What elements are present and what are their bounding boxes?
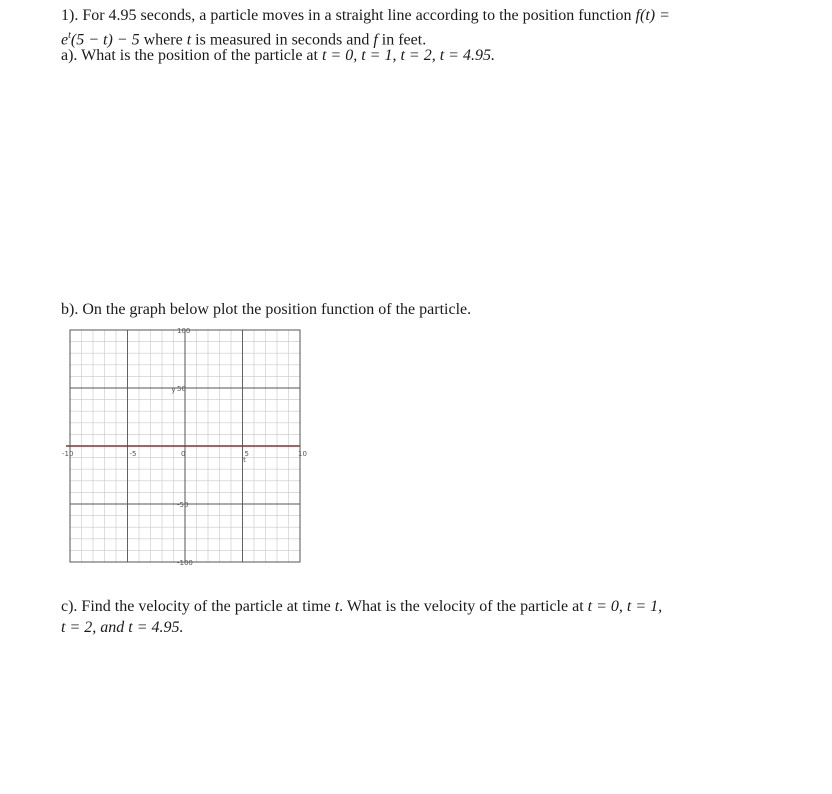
part-c-mid: . What is the velocity of the particle at [339, 598, 588, 615]
x-tick-label: 10 [298, 450, 307, 458]
blank-graph[interactable] [58, 322, 308, 574]
part-a-t0: t = 0, [321, 47, 362, 64]
graph-canvas[interactable] [58, 322, 308, 574]
part-c-t: t [334, 598, 340, 615]
part-a-t1: t = 1, [361, 47, 401, 64]
where-text: where [139, 31, 187, 49]
x-tick-label: 0 [181, 450, 186, 458]
part-a-question [61, 46, 495, 66]
feet-text: in feet. [377, 31, 427, 49]
part-c-question-line-1 [61, 597, 662, 617]
t-var: t [186, 31, 192, 49]
part-a-t2: t = 2, [400, 47, 440, 64]
measured-text: is measured in seconds and [191, 31, 374, 49]
part-c-values: t = 0, t = 1, [587, 598, 663, 615]
y-tick-label: -100 [177, 559, 193, 567]
x-tick-label: -5 [129, 450, 137, 458]
part-b-text: b). On the graph below plot the position function of the particle. [61, 301, 472, 318]
f-var: f [373, 31, 378, 49]
position-function-label: f(t) = [635, 7, 670, 24]
exp-base: e [61, 31, 69, 49]
part-a-t3: t = 4.95. [439, 47, 495, 64]
part-b-question [61, 300, 471, 320]
problem-text: 1). For 4.95 seconds, a particle moves in a straight line according to the position function [61, 7, 636, 24]
problem-line-1 [61, 6, 670, 26]
x-axis-label: t [243, 456, 246, 464]
y-tick-label: 50 [177, 385, 186, 393]
y-tick-label: -50 [177, 501, 189, 509]
x-tick-label: -10 [62, 450, 74, 458]
exp-power: t [68, 30, 71, 41]
part-a-prefix: a). What is the position of the particle at [61, 47, 322, 64]
part-c-values-2: t = 2, and t = 4.95. [61, 619, 184, 636]
y-tick-label: 100 [177, 327, 191, 335]
y-axis-label: y [171, 386, 176, 394]
x-tick-label: 5 [244, 450, 249, 458]
part-c-prefix: c). Find the velocity of the particle at time [61, 598, 335, 615]
expr: (5 − t) − 5 [70, 31, 140, 49]
part-c-question-line-2 [61, 618, 183, 638]
